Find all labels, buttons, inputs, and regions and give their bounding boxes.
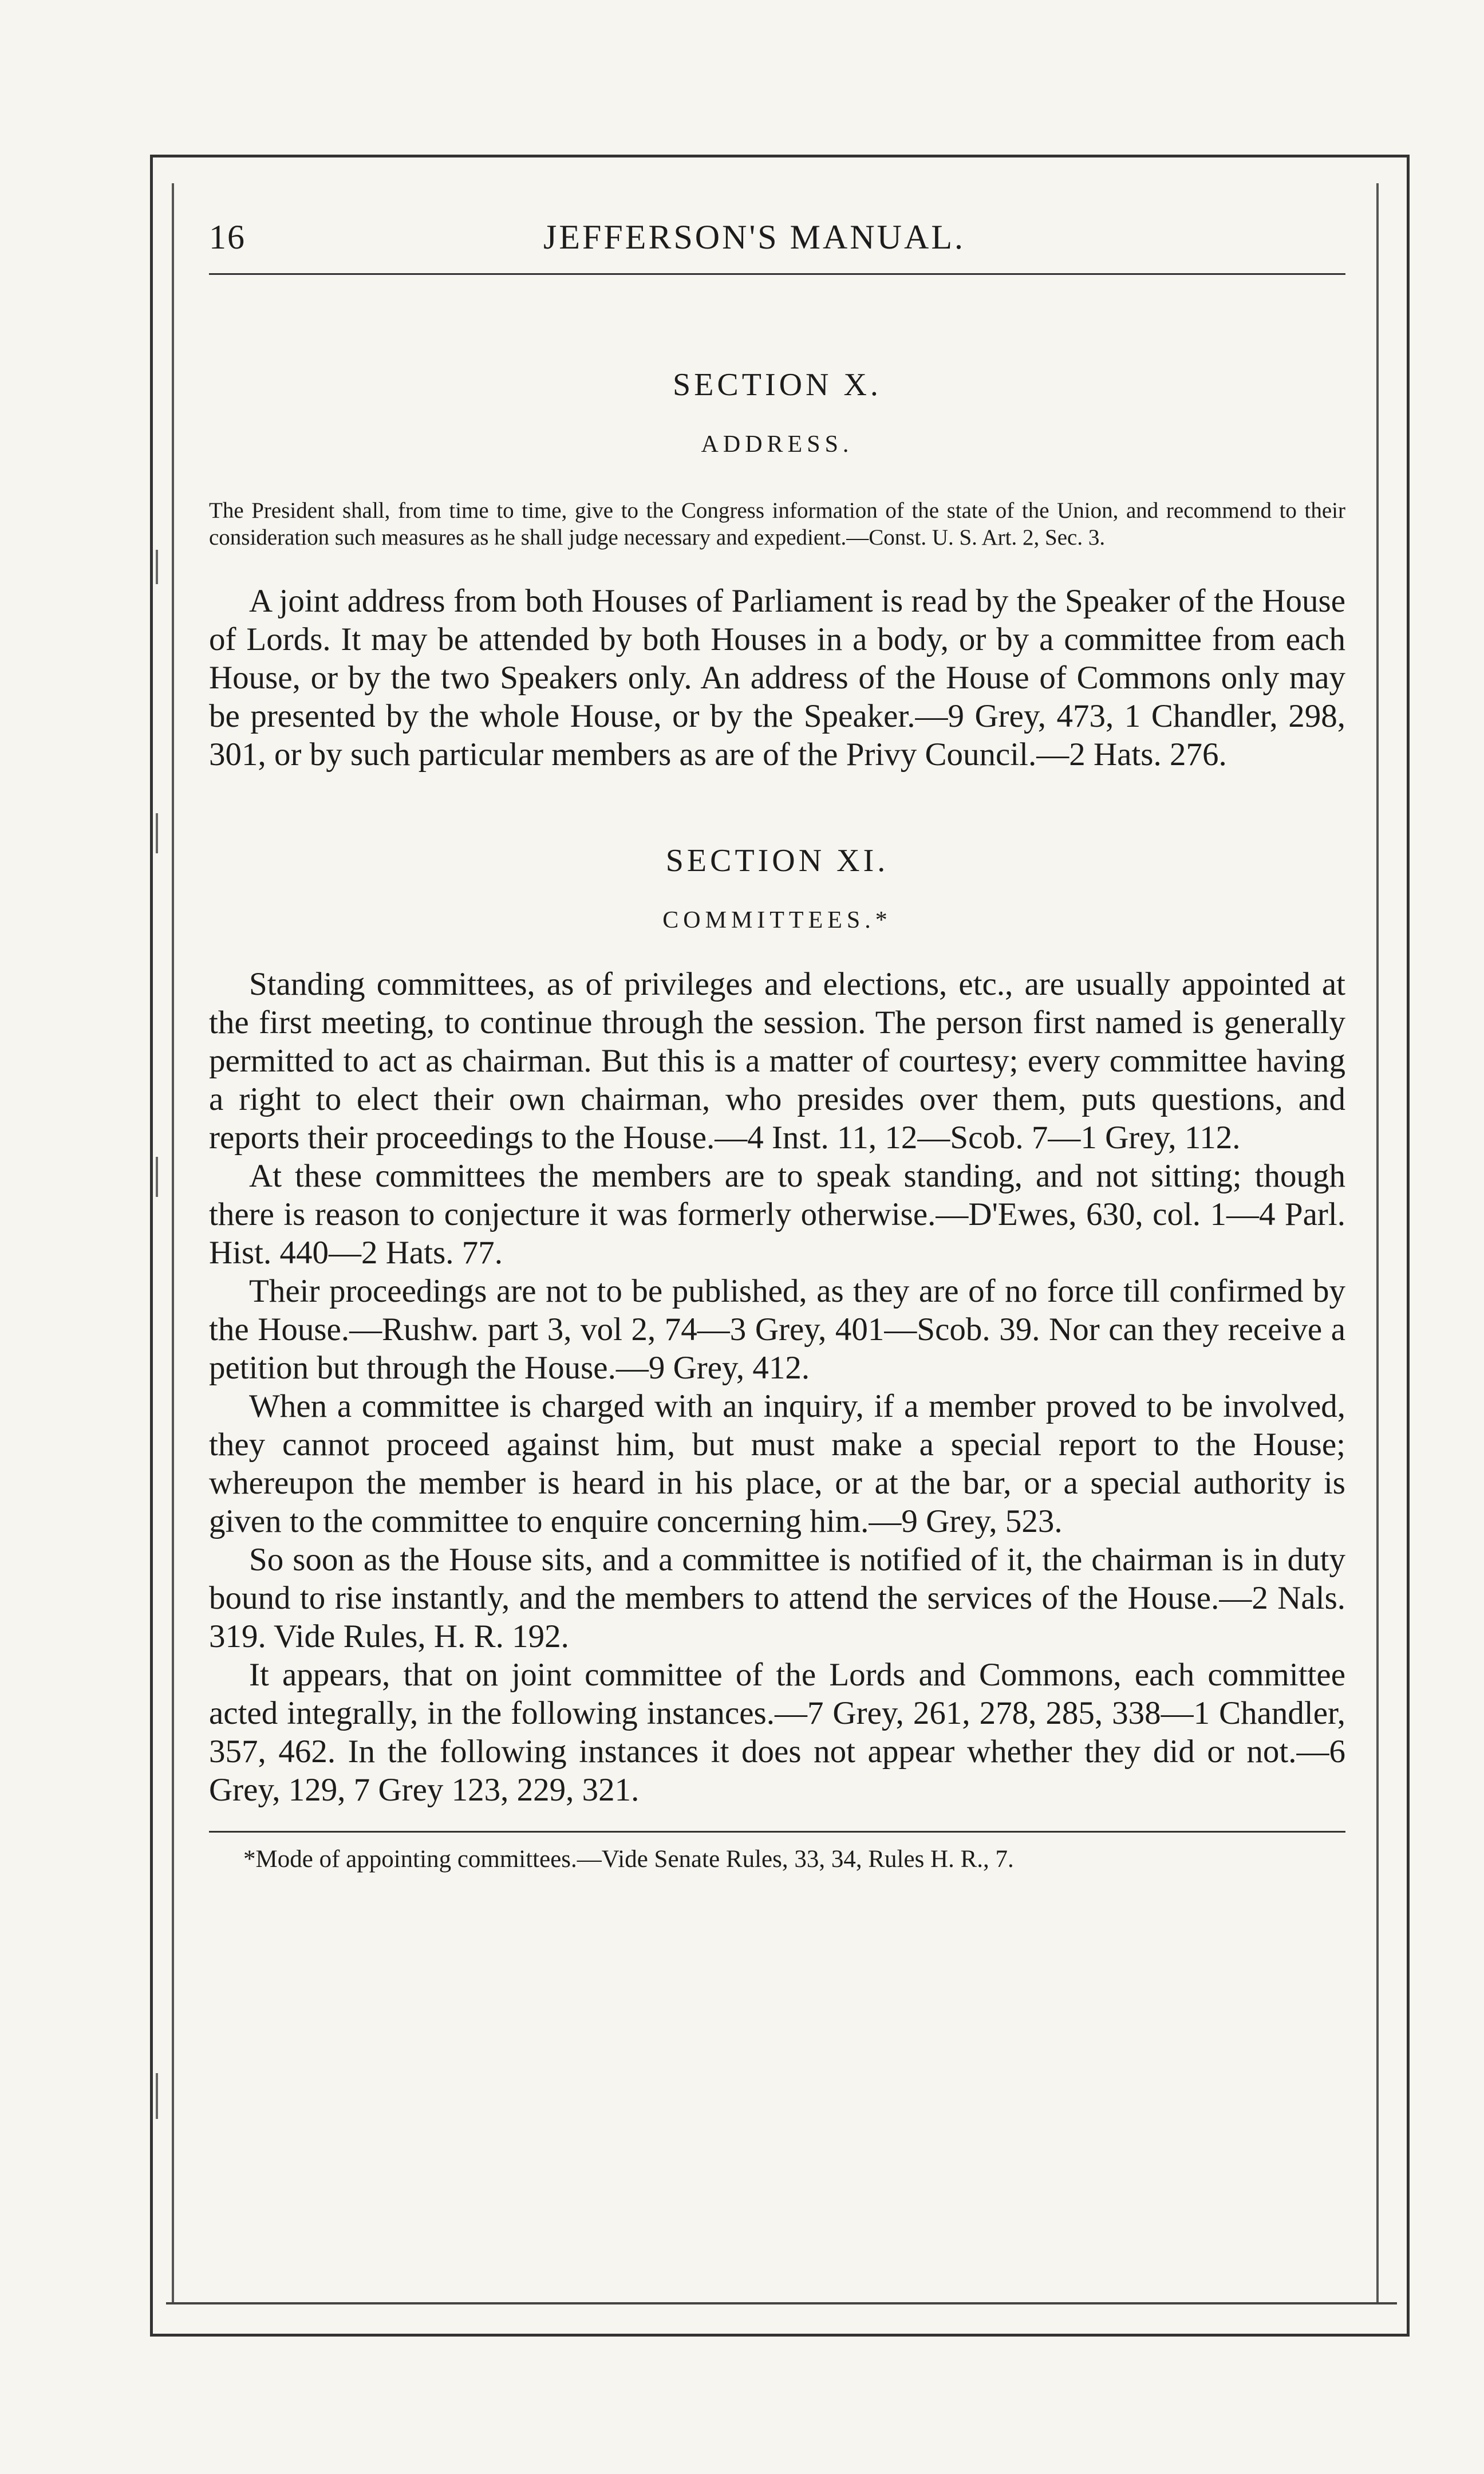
footnote: *Mode of appointing committees.—Vide Senate Rules, 33, 34, Rules H. R., 7.: [243, 1846, 1014, 1873]
margin-mark: [156, 2073, 158, 2119]
page-content: [209, 218, 1345, 1873]
section-11-paragraph: Standing committees, as of privileges and elections, etc., are usually appointed at the first meeting, to continue through the session. The person first named is generally permitted to act as chairman. But this is a matter of courtesy; every committee having a right to elect their own chairman, who presides over them, puts questions, and reports their proceedings to the House.—4 Inst. 11, 12—Scob. 7—1 Grey, 112.: [209, 966, 1345, 1156]
section-11-paragraph: When a committee is charged with an inquiry, if a member proved to be involved, they cannot proceed against him, but must make a special report to the House; whereupon the member is heard in his place, or at the bar, or a special authority is given to the committee to enquire concerning him.—9 Grey, 523.: [209, 1388, 1345, 1539]
section-11-paragraph: At these committees the members are to speak standing, and not sitting; though there is reason to conjecture it was formerly otherwise.—D'Ewes, 630, col. 1—4 Parl. Hist. 440—2 Hats. 77.: [209, 1158, 1345, 1271]
page-header: [209, 218, 1345, 275]
margin-mark: [156, 1157, 158, 1197]
section-10-title: SECTION X.: [673, 367, 882, 403]
section-11-paragraph: It appears, that on joint committee of the Lords and Commons, each committee acted integrally, in the following instances.—7 Grey, 261, 278, 285, 338—1 Chandler, 357, 462. In the following instances it does not appear whether they did or not.—6 Grey, 129, 7 Grey 123, 229, 321.: [209, 1657, 1345, 1808]
section-10-subtitle: ADDRESS.: [701, 431, 854, 458]
constitution-note: The President shall, from time to time, give to the Congress information of the state of the Union, and recommend to their consideration such measures as he shall judge necessary and expedient.—Const. U. S. Art. 2, Sec. 3.: [209, 498, 1345, 550]
section-11-paragraph: Their proceedings are not to be published, as they are of no force till confirmed by the House.—Rushw. part 3, vol 2, 74—3 Grey, 401—Scob. 39. Nor can they receive a petition but through the House.—9 Grey, 412.: [209, 1273, 1345, 1386]
margin-mark: [156, 813, 158, 853]
page-bottom-rule: [166, 2302, 1397, 2304]
section-11-subtitle: COMMITTEES.*: [662, 907, 892, 933]
section-10-paragraph: A joint address from both Houses of Parliament is read by the Speaker of the House of Lords. It may be attended by both Houses in a body, or by a committee from each House, or by the two Speakers only. An address of the House of Commons only may be presented by the whole House, or by the Speaker.—9 Grey, 473, 1 Chandler, 298, 301, or by such particular members as are of the Privy Council.—2 Hats. 276.: [209, 583, 1345, 773]
section-11-title: SECTION XI.: [665, 843, 889, 878]
footnote-rule: [209, 1831, 1345, 1833]
running-title: JEFFERSON'S MANUAL.: [543, 218, 965, 256]
page-number: 16: [209, 218, 246, 256]
margin-mark: [156, 550, 158, 584]
section-11-paragraph: So soon as the House sits, and a committee is notified of it, the chairman is in duty bound to rise instantly, and the members to attend the services of the House.—2 Nals. 319. Vide Rules, H. R. 192.: [209, 1542, 1345, 1654]
